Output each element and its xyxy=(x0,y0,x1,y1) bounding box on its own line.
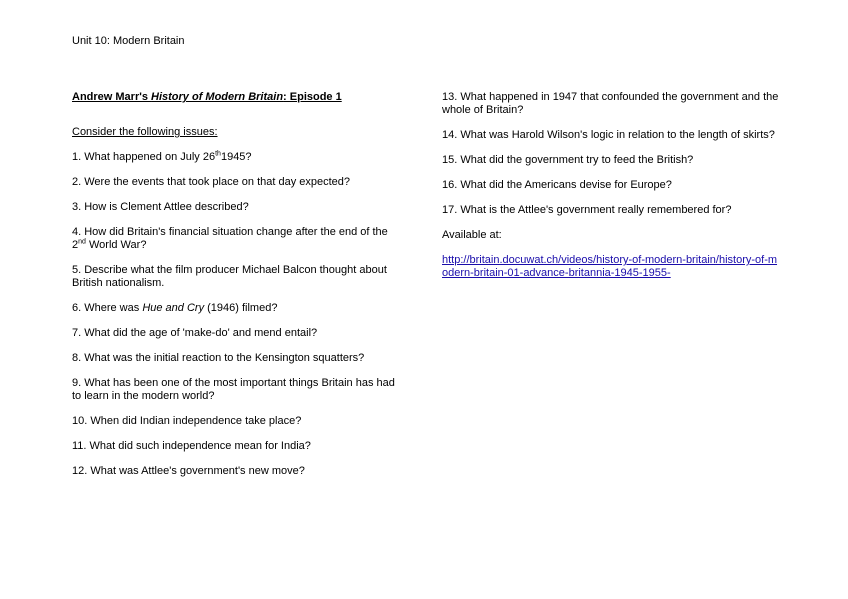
question-1: 1. What happened on July 26th1945? xyxy=(72,150,252,163)
question-11: 11. What did such independence mean for India? xyxy=(72,440,311,452)
question-8: 8. What was the initial reaction to the Kensington squatters? xyxy=(72,352,365,364)
video-link-wrapper xyxy=(442,254,782,280)
question-6: 6. Where was Hue and Cry (1946) filmed? xyxy=(72,302,278,314)
question-2: 2. Were the events that took place on that day expected? xyxy=(72,176,351,188)
page-header: Unit 10: Modern Britain xyxy=(72,35,185,47)
question-15: 15. What did the government try to feed the British? xyxy=(442,154,694,166)
question-17: 17. What is the Attlee's government really remembered for? xyxy=(442,204,732,216)
title-episode: : Episode 1 xyxy=(283,91,342,103)
available-label: Available at: xyxy=(442,229,502,241)
question-5: 5. Describe what the film producer Michael Balcon thought about British nationalism. xyxy=(72,264,387,289)
question-9: 9. What has been one of the most important things Britain has had to learn in the modern world? xyxy=(72,377,395,402)
document-title xyxy=(72,91,402,104)
question-13: 13. What happened in 1947 that confounded the government and the whole of Britain? xyxy=(442,91,779,116)
question-7: 7. What did the age of 'make-do' and mend entail? xyxy=(72,327,318,339)
question-10: 10. When did Indian independence take place? xyxy=(72,415,302,427)
video-link[interactable]: http://britain.docuwat.ch/videos/history-of-modern-britain/history-of-modern-britain-01-advance-britannia-1945-1955- xyxy=(442,254,778,279)
question-16: 16. What did the Americans devise for Europe? xyxy=(442,179,672,191)
subheading: Consider the following issues: xyxy=(72,126,218,138)
right-column xyxy=(442,91,782,292)
question-3: 3. How is Clement Attlee described? xyxy=(72,201,249,213)
question-12: 12. What was Attlee's government's new move? xyxy=(72,465,305,477)
title-author: Andrew Marr's xyxy=(72,91,152,103)
question-4: 4. How did Britain's financial situation change after the end of the 2nd World War? xyxy=(72,226,388,251)
left-column xyxy=(72,91,402,490)
question-14: 14. What was Harold Wilson's logic in relation to the length of skirts? xyxy=(442,129,775,141)
title-series: History of Modern Britain xyxy=(151,91,284,103)
